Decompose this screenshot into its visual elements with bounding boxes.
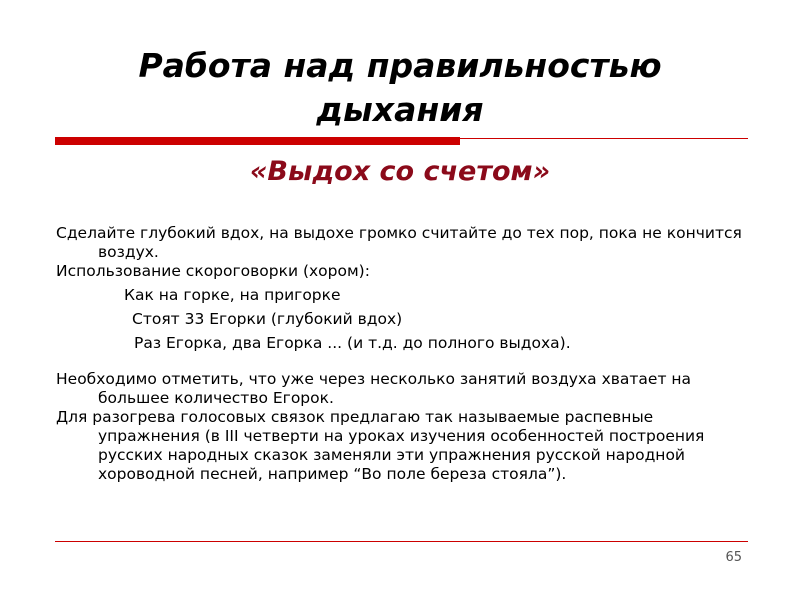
title-line-2: дыхания [316,90,484,129]
paragraph-deep-breath: Сделайте глубокий вдох, на выдохе громко считайте до тех пор, пока не кончится воздух. [56,224,742,261]
paragraph-note: Необходимо отметить, что уже через несколько занятий воздуха хватает на большее количество Егорок. [56,370,692,407]
verse-line-1: Как на горке, на пригорке [124,286,341,304]
paragraph-tongue-twister: Использование скороговорки (хором): [56,262,370,280]
verse-line-2: Стоят 33 Егорки (глубокий вдох) [132,310,403,328]
page-number: 65 [725,550,742,565]
slide-title [0,44,800,132]
title-line-1: Работа над правильностью [138,46,662,85]
title-divider-thick [55,137,460,145]
footer-divider [55,541,748,542]
paragraph-warmup: Для разогрева голосовых связок предлагаю так называемые распевные упражнения (в III четверти на уроках изучения особенностей построения русских народных сказок заменяли эти упражнения русской народной хороводной песней, например “Во поле береза стояла”). [56,408,705,483]
title-divider-thin [460,138,748,139]
slide-subtitle: «Выдох со счетом» [249,156,551,187]
verse-line-3: Раз Егорка, два Егорка ... (и т.д. до полного выдоха). [134,334,571,352]
slide-body [56,224,756,484]
